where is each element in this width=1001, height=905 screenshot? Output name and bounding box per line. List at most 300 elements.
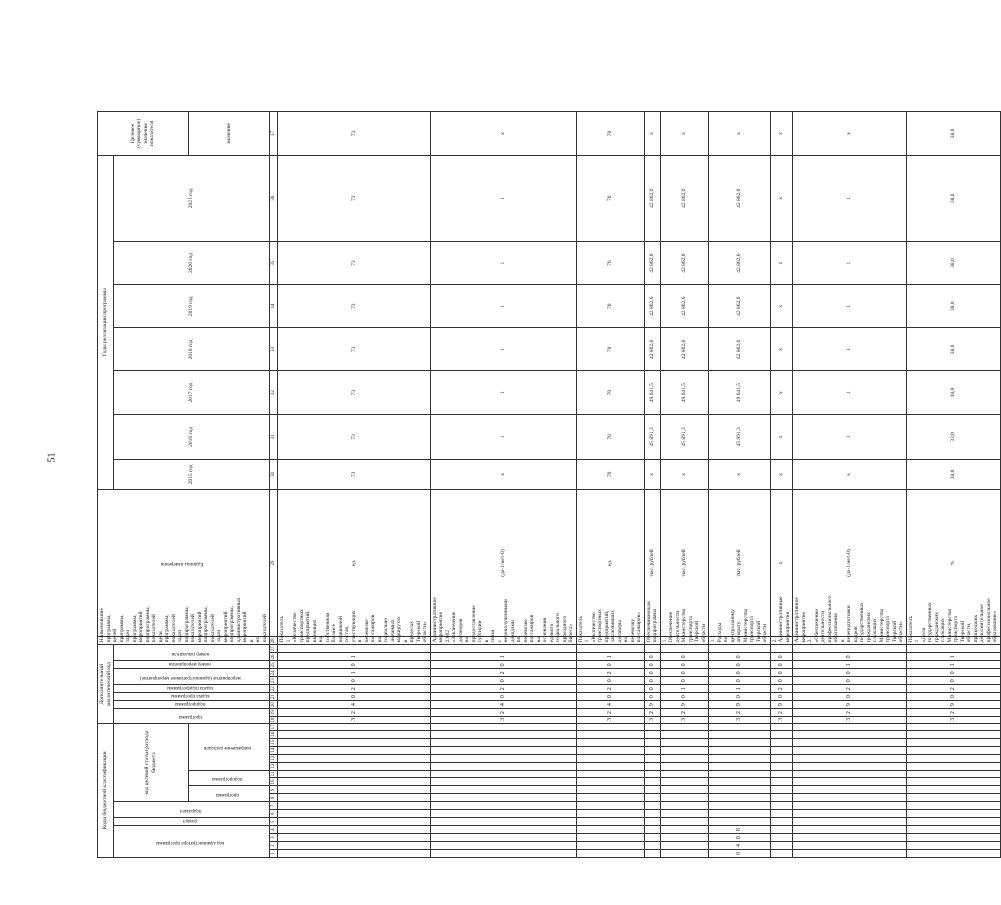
analytic-code-cell: 2	[660, 709, 709, 717]
code-cell	[770, 746, 793, 754]
row-name: Показатель 1 «Количество транспортных предприятий, заключивших договоры на перевозку пассажиров»	[576, 637, 644, 645]
value-2018: 1	[793, 328, 907, 371]
header-unit: Единица измерения	[98, 489, 270, 637]
value-2020: 73	[278, 241, 431, 284]
value-2021: 1	[793, 155, 907, 241]
code-cell	[278, 826, 431, 834]
value-2017: x	[770, 371, 793, 414]
program-table	[97, 68, 1001, 858]
value-2020: 42 862,6	[660, 241, 709, 284]
header-additional: Дополнительный аналитический код	[98, 645, 114, 724]
code-cell	[278, 746, 431, 754]
code-cell	[644, 786, 660, 794]
row-unit: x	[770, 489, 793, 637]
row-unit: тыс. рублей	[709, 489, 771, 637]
analytic-code-cell: 1	[709, 685, 771, 693]
value-2020: 42 862,6	[644, 241, 660, 284]
header-an-event-no: номер мероприятия	[114, 661, 270, 669]
column-number: 9	[270, 786, 278, 794]
value-2017: 1	[430, 371, 576, 414]
column-number: 29	[270, 489, 278, 637]
column-number: 27	[271, 646, 276, 652]
code-cell	[430, 834, 576, 842]
value-2017: 49 641,5	[644, 371, 660, 414]
value-2021: 70	[576, 155, 644, 241]
code-cell	[576, 762, 644, 770]
analytic-code-cell: 1	[430, 653, 576, 661]
code-cell	[660, 850, 709, 858]
analytic-code-cell: 0	[644, 677, 660, 685]
code-cell	[644, 723, 660, 730]
code-cell	[576, 754, 644, 762]
analytic-code-cell: 9	[709, 701, 771, 709]
analytic-code-cell: 0	[660, 669, 709, 677]
analytic-code-cell	[576, 645, 644, 653]
value-2015: x	[793, 460, 907, 490]
value-2016: 70	[576, 414, 644, 459]
header-name-col: Наименование программы, целей программы, задач программы, мероприятий подпрограммы, показателей цели программы, показателей задач подпрограммы, показателей мероприятий подпрограммы, показателей задач мероприятий подпрограммы, административных мероприятий и их показателей	[98, 637, 270, 645]
code-cell	[278, 794, 431, 802]
code-cell	[770, 738, 793, 746]
value-2016: x	[770, 414, 793, 459]
code-cell	[709, 738, 771, 746]
analytic-code-cell: 0	[660, 653, 709, 661]
column-number: 22	[271, 686, 276, 692]
code-cell	[430, 738, 576, 746]
code-cell	[576, 810, 644, 818]
value-2020: x	[770, 241, 793, 284]
value-2015: x	[660, 460, 709, 490]
code-cell	[430, 842, 576, 850]
code-cell	[660, 834, 709, 842]
code-cell	[770, 786, 793, 794]
code-cell	[709, 723, 771, 730]
code-cell	[660, 826, 709, 834]
code-cell	[906, 850, 1000, 858]
target-value: x	[644, 112, 660, 155]
table-row	[430, 69, 576, 858]
value-2017: 73	[278, 371, 431, 414]
code-cell	[576, 826, 644, 834]
code-cell	[906, 723, 1000, 730]
code-cell	[709, 778, 771, 786]
analytic-code-cell: 3	[770, 717, 793, 724]
target-value: x	[430, 112, 576, 155]
column-number: 17	[271, 724, 276, 730]
analytic-code-cell: 0	[709, 669, 771, 677]
header-admin: код администратора программы	[114, 826, 270, 858]
code-cell	[576, 738, 644, 746]
row-unit: %	[906, 489, 1000, 637]
code-cell	[430, 754, 576, 762]
code-cell	[430, 786, 576, 794]
code-cell	[906, 762, 1000, 770]
code-cell	[770, 794, 793, 802]
analytic-code-cell: 9	[793, 701, 907, 709]
analytic-code-cell: 0	[430, 661, 576, 669]
value-2016: 73	[278, 414, 431, 459]
code-cell	[576, 850, 644, 858]
row-name: 1.1. Расходы по центральному аппарату Министерства транспорта Тверской области	[709, 637, 771, 645]
analytic-code-cell: 0	[644, 685, 660, 693]
header-years: Годы реализации программы	[98, 155, 114, 489]
code-cell	[709, 802, 771, 810]
code-cell	[430, 762, 576, 770]
code-cell	[906, 746, 1000, 754]
target-value: 73	[278, 112, 431, 155]
value-2019: 70	[576, 285, 644, 328]
value-2016: 1	[430, 414, 576, 459]
value-2016: 45 891,3	[709, 414, 771, 459]
code-cell	[644, 842, 660, 850]
code-cell	[644, 802, 660, 810]
analytic-code-cell: 0	[793, 669, 907, 677]
target-value: 38,0	[906, 112, 1000, 155]
code-cell: 8	[709, 826, 771, 834]
value-2021: 42 862,6	[660, 155, 709, 241]
analytic-code-cell: 0	[278, 677, 431, 685]
code-cell	[644, 770, 660, 778]
code-cell	[278, 850, 431, 858]
header-target: Целевое (суммарное) значение показателя	[98, 112, 189, 155]
analytic-code-cell: 1	[278, 653, 431, 661]
header-target-value: значение	[188, 112, 269, 155]
row-name: Обеспечивающая подпрограмма	[644, 637, 660, 645]
code-cell	[660, 810, 709, 818]
row-name: 1. Обеспечение деятельности Министерства транспорта Тверской области	[660, 637, 709, 645]
code-cell	[793, 818, 907, 826]
header-2021: 2021 год	[114, 155, 270, 241]
code-cell: 0	[709, 850, 771, 858]
column-number: 19	[271, 710, 276, 716]
code-cell	[644, 730, 660, 738]
column-number: 8	[270, 794, 278, 802]
code-cell	[576, 794, 644, 802]
value-2019: 42 862,6	[709, 285, 771, 328]
code-cell	[660, 754, 709, 762]
column-number: 12	[271, 763, 276, 769]
code-cell	[644, 778, 660, 786]
header-row-1	[98, 69, 114, 858]
value-2015: 70	[576, 460, 644, 490]
value-2018: 73	[278, 328, 431, 371]
code-cell	[793, 778, 907, 786]
value-2018: 38,0	[906, 328, 1000, 371]
analytic-code-cell: 9	[660, 701, 709, 709]
column-number: 37	[270, 112, 278, 155]
code-cell	[660, 802, 709, 810]
row-name: Административное мероприятие 2.1 «Обеспечение деятельности профессионального образования и переподготовки кадров государственных гражданских служащих Министерства транспорта Тверской области»	[793, 637, 907, 645]
column-number: 10	[271, 779, 276, 785]
header-an-event: мероприятие (административное мероприятие)	[114, 669, 270, 685]
column-number: 7	[270, 802, 278, 810]
analytic-code-cell	[770, 645, 793, 653]
column-number: 14	[271, 747, 276, 753]
code-cell	[576, 818, 644, 826]
value-2021: 38,0	[906, 155, 1000, 241]
analytic-code-cell: 0	[660, 661, 709, 669]
column-number: 20	[271, 702, 276, 708]
code-cell	[660, 723, 709, 730]
value-2015: 73	[278, 460, 431, 490]
code-cell	[278, 834, 431, 842]
value-2021: 42 862,6	[644, 155, 660, 241]
code-cell	[430, 818, 576, 826]
value-2020: 70	[576, 241, 644, 284]
code-cell	[770, 818, 793, 826]
code-cell	[278, 770, 431, 778]
code-cell	[906, 738, 1000, 746]
analytic-code-cell: 0	[660, 677, 709, 685]
code-cell	[430, 794, 576, 802]
code-cell	[709, 794, 771, 802]
analytic-code-cell: 2	[576, 669, 644, 677]
column-number: 4	[270, 826, 278, 834]
analytic-code-cell: 3	[430, 717, 576, 724]
header-2016: 2016 год	[114, 414, 270, 459]
analytic-code-cell: 3	[644, 717, 660, 724]
code-cell	[793, 738, 907, 746]
row-name: Показатель 1 «Доля государственных гражданских служащих Министерства транспорта Тверской области, прошедших дополнительное профессиональное образование»	[906, 637, 1000, 645]
analytic-code-cell: 0	[770, 677, 793, 685]
code-cell	[278, 754, 431, 762]
code-cell	[576, 786, 644, 794]
header-row-2	[114, 69, 189, 858]
value-2017: 49 641,5	[660, 371, 709, 414]
analytic-code-cell: 4	[430, 701, 576, 709]
analytic-code-cell: 0	[793, 653, 907, 661]
analytic-code-cell	[660, 645, 709, 653]
analytic-code-cell: 0	[793, 693, 907, 701]
value-2021: 1	[430, 155, 576, 241]
table-row	[660, 69, 709, 858]
value-2019: 1	[430, 285, 576, 328]
column-number: 24	[271, 670, 276, 676]
analytic-code-cell: 3	[278, 717, 431, 724]
value-2019: 42 862,6	[660, 285, 709, 328]
header-section: раздел	[114, 818, 270, 826]
analytic-code-cell: 2	[906, 685, 1000, 693]
analytic-code-cell: 0	[709, 653, 771, 661]
code-cell: 4	[709, 842, 771, 850]
value-2016: 1	[793, 414, 907, 459]
code-cell	[770, 762, 793, 770]
table-row	[644, 69, 660, 858]
code-cell	[644, 762, 660, 770]
value-2020: 42 862,6	[709, 241, 771, 284]
code-cell	[660, 730, 709, 738]
analytic-code-cell: 2	[576, 685, 644, 693]
value-2018: 42 862,6	[644, 328, 660, 371]
code-cell	[906, 802, 1000, 810]
code-cell	[278, 762, 431, 770]
code-cell	[770, 842, 793, 850]
code-cell	[906, 842, 1000, 850]
value-2015: x	[430, 460, 576, 490]
code-cell	[278, 810, 431, 818]
table-row	[793, 69, 907, 858]
analytic-code-cell: 0	[644, 661, 660, 669]
code-cell	[906, 778, 1000, 786]
analytic-code-cell: 0	[644, 693, 660, 701]
analytic-code-cell: 9	[906, 701, 1000, 709]
analytic-code-cell: 2	[770, 709, 793, 717]
column-number: 5	[270, 818, 278, 826]
code-cell	[278, 778, 431, 786]
code-cell	[278, 738, 431, 746]
value-2017: 49 641,5	[709, 371, 771, 414]
row-name: Показатель 1 «Количество транспортных предприятий, имеющих на собственном балансе подвижной состав, участвующих в перевозке пассажиров на социально значимых маршрутах в пределах Тверской области»	[278, 637, 431, 645]
row-unit: ед.	[278, 489, 431, 637]
code-cell	[709, 770, 771, 778]
analytic-code-cell: 2	[644, 709, 660, 717]
code-cell	[576, 834, 644, 842]
table-row	[770, 69, 793, 858]
value-2019: 1	[793, 285, 907, 328]
row-unit: тыс. рублей	[644, 489, 660, 637]
code-cell	[709, 746, 771, 754]
column-number: 33	[270, 328, 278, 371]
value-2017: 70	[576, 371, 644, 414]
analytic-code-cell: 2	[576, 709, 644, 717]
analytic-code-cell: 0	[709, 693, 771, 701]
code-cell	[906, 826, 1000, 834]
target-value: x	[793, 112, 907, 155]
code-cell	[770, 810, 793, 818]
column-number: 35	[270, 241, 278, 284]
code-cell	[430, 778, 576, 786]
code-cell	[793, 802, 907, 810]
row-name: Административное мероприятие 2.002 «Заключение договоров на предоставление субсидии в связи с недополученными доходами по перевозке пассажиров на основании единого социального проездного билета»	[430, 637, 576, 645]
analytic-code-cell: 2	[430, 669, 576, 677]
header-codes: Коды бюджетной классификации	[98, 723, 114, 857]
code-cell	[906, 730, 1000, 738]
code-cell	[278, 802, 431, 810]
column-number: 11	[271, 771, 276, 777]
value-2017: 1	[793, 371, 907, 414]
target-value: x	[770, 112, 793, 155]
code-cell	[793, 810, 907, 818]
code-cell	[660, 746, 709, 754]
code-cell	[906, 818, 1000, 826]
column-number: 2	[270, 842, 278, 850]
code-cell	[660, 786, 709, 794]
row-unit: ед.	[576, 489, 644, 637]
code-cell	[430, 826, 576, 834]
header-csr: код целевой статьи расхода бюджета	[114, 723, 189, 801]
code-cell	[660, 738, 709, 746]
code-cell	[709, 810, 771, 818]
analytic-code-cell: 3	[793, 717, 907, 724]
code-cell	[644, 746, 660, 754]
code-cell	[793, 850, 907, 858]
analytic-code-cell: 0	[576, 677, 644, 685]
code-cell	[793, 770, 907, 778]
analytic-code-cell: 2	[709, 709, 771, 717]
header-csr-direction: направление расходов	[188, 723, 269, 770]
code-cell	[644, 850, 660, 858]
analytic-code-cell	[278, 645, 431, 653]
code-cell	[278, 723, 431, 730]
code-cell	[278, 730, 431, 738]
column-number: 1	[270, 850, 278, 858]
code-cell	[906, 810, 1000, 818]
analytic-code-cell: 0	[770, 693, 793, 701]
analytic-code-cell: 1	[793, 661, 907, 669]
code-cell	[770, 723, 793, 730]
column-numbers-row	[270, 69, 278, 858]
value-2018: 42 862,6	[660, 328, 709, 371]
analytic-code-cell: 0	[709, 661, 771, 669]
column-number: 28	[271, 638, 276, 644]
analytic-code-cell: 1	[278, 669, 431, 677]
column-number: 26	[271, 654, 276, 660]
code-cell	[770, 826, 793, 834]
value-2021: 73	[278, 155, 431, 241]
row-name: 2. Административные мероприятия	[770, 637, 793, 645]
code-cell	[660, 842, 709, 850]
code-cell	[644, 834, 660, 842]
value-2015: 38,0	[906, 460, 1000, 490]
code-cell	[430, 802, 576, 810]
code-cell	[660, 762, 709, 770]
value-2018: 42 862,6	[709, 328, 771, 371]
analytic-code-cell: 2	[770, 685, 793, 693]
code-cell	[770, 730, 793, 738]
code-cell	[660, 778, 709, 786]
code-cell	[644, 818, 660, 826]
analytic-code-cell: 0	[709, 677, 771, 685]
analytic-code-cell: 1	[576, 653, 644, 661]
analytic-code-cell	[644, 645, 660, 653]
analytic-code-cell: 3	[576, 717, 644, 724]
code-cell	[644, 826, 660, 834]
table-row	[906, 69, 1000, 858]
code-cell	[770, 770, 793, 778]
analytic-code-cell: 0	[278, 661, 431, 669]
target-value: x	[660, 112, 709, 155]
header-an-program: программа	[114, 709, 270, 724]
code-cell	[709, 818, 771, 826]
header-csr-subprogram: подпрограмма	[188, 770, 269, 786]
column-number: 13	[271, 755, 276, 761]
code-cell	[770, 834, 793, 842]
code-cell	[906, 834, 1000, 842]
code-cell	[576, 770, 644, 778]
value-2019: x	[770, 285, 793, 328]
analytic-code-cell: 2	[278, 685, 431, 693]
value-2019: 38,0	[906, 285, 1000, 328]
row-unit: тыс. рублей	[660, 489, 709, 637]
analytic-code-cell: 3	[660, 717, 709, 724]
analytic-code-cell	[793, 645, 907, 653]
header-subsection: подраздел	[114, 802, 270, 818]
value-2016: 45 891,3	[644, 414, 660, 459]
value-2020: 1	[430, 241, 576, 284]
analytic-code-cell: 0	[278, 693, 431, 701]
code-cell	[430, 746, 576, 754]
header-2019: 2019 год	[114, 285, 270, 328]
value-2017: 38,0	[906, 371, 1000, 414]
column-number: 3	[270, 834, 278, 842]
code-cell	[576, 730, 644, 738]
table-row	[709, 69, 771, 858]
column-number: 21	[271, 694, 276, 700]
analytic-code-cell	[709, 645, 771, 653]
analytic-code-cell: 0	[576, 661, 644, 669]
value-2018: 1	[430, 328, 576, 371]
column-number: 15	[271, 739, 276, 745]
